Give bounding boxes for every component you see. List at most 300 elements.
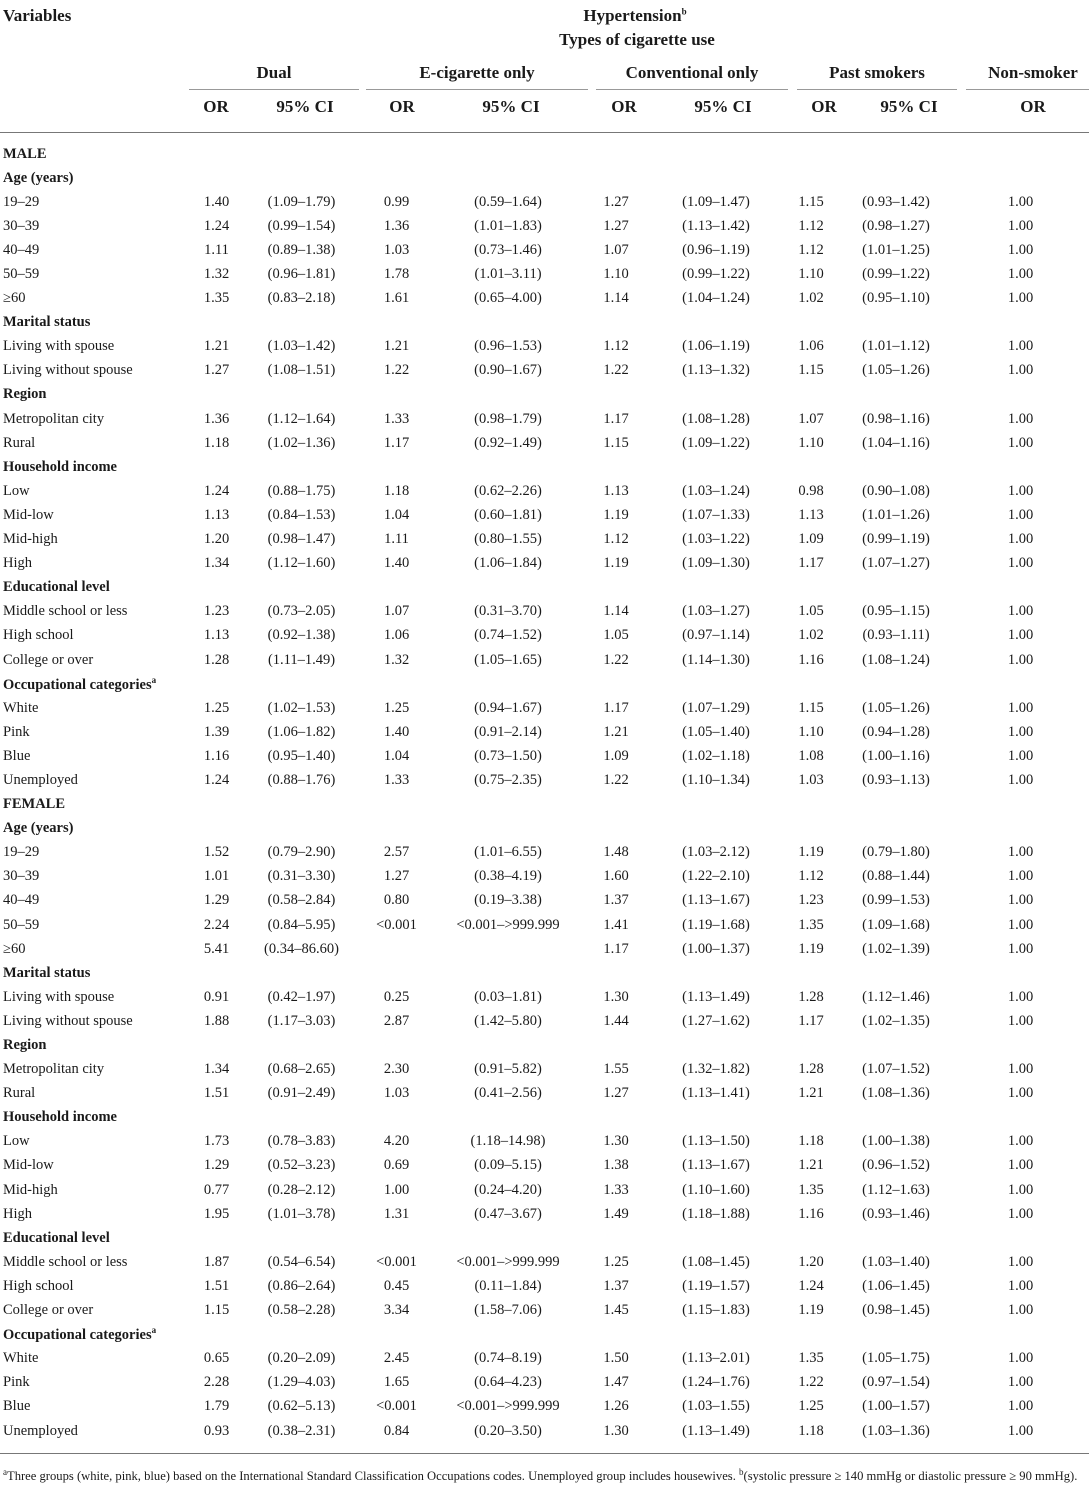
row-label-text: Unemployed [3,771,78,788]
ecig-or-cell [359,817,434,841]
ecig-ci-cell: (0.38–4.19) [474,868,542,885]
conv-or-cell: 1.07 [603,241,629,258]
dual-ci-cell [244,793,359,817]
row-label [0,287,189,311]
nonsmoker-or-cell: 1.00 [1007,892,1034,909]
ecig-or-cell [359,576,434,600]
past-or-cell: 1.02 [798,627,824,644]
dual-or-cell: 1.25 [203,699,230,716]
conv-or-cell [582,672,650,696]
conv-or-cell: 1.27 [603,193,629,210]
conv-ci-cell: (1.03–1.55) [682,1398,750,1415]
dual-or-cell: 1.88 [203,1012,230,1029]
nonsmoker-or-cell: 1.00 [1007,1181,1034,1198]
row-label [0,1130,189,1154]
nonsmoker-or-cell [952,672,1089,696]
row-label-text: 19–29 [3,844,40,861]
footnote-a-text: Three groups (white, pink, blue) based on the International Standard Classification Occupations codes. Unemployed group includes housewives. [7,1469,740,1484]
ecig-ci-cell: (0.09–5.15) [474,1157,542,1174]
group-dual: Dual [256,63,292,82]
past-or-cell: 1.17 [798,1012,824,1029]
dual-ci-cell: (1.02–1.36) [267,434,336,451]
dual-or-cell: 1.24 [203,482,230,499]
conv-ci-cell: (1.06–1.19) [682,338,750,355]
section-label [0,576,189,600]
row-label-text: White [3,699,39,716]
row-label [0,214,189,238]
row-label [0,262,189,286]
row-label [0,190,189,214]
past-or-cell [782,817,840,841]
ecig-ci-cell: (0.98–1.79) [474,410,542,427]
ecig-ci-cell: (0.31–3.70) [474,603,542,620]
ecig-or-cell [359,1106,434,1130]
dual-or-cell: 1.24 [203,217,230,234]
ecig-or-cell: 1.07 [383,603,410,620]
ecig-ci-cell: (0.65–4.00) [474,290,542,307]
conv-ci-cell: (1.19–1.68) [682,916,750,933]
row-label [0,1178,189,1202]
past-or-cell: 1.12 [798,241,824,258]
conv-ci-cell: (1.08–1.28) [682,410,750,427]
past-ci-cell: (1.05–1.26) [862,699,930,716]
dual-ci-cell: (0.96–1.81) [267,266,336,283]
row-label-text: High school [3,1277,74,1294]
section-label [0,383,189,407]
past-or-cell: 1.05 [798,603,824,620]
past-ci-cell: (1.07–1.27) [862,555,930,572]
table-row [0,768,1089,792]
nonsmoker-or-cell: 1.00 [1007,651,1034,668]
table-row [0,1274,1089,1298]
row-label [0,865,189,889]
dual-or-cell: 1.11 [204,241,229,258]
past-or-cell [782,1323,840,1347]
dual-ci-cell: (1.01–3.78) [267,1205,336,1222]
nonsmoker-or-cell: 1.00 [1007,1157,1034,1174]
past-ci-cell [840,311,952,335]
group-past-smokers: Past smokers [829,63,925,82]
table-body [0,142,1089,1443]
past-ci-cell: (1.08–1.24) [862,651,930,668]
footnote-a-mark: a [3,1467,7,1477]
group-conventional: Conventional only [625,63,759,82]
nonsmoker-or-cell: 1.00 [1007,940,1034,957]
ecig-ci-cell: (1.18–14.98) [470,1133,546,1150]
past-ci-cell: (1.05–1.26) [862,362,930,379]
rule-conventional [596,89,788,90]
past-or-cell [782,166,840,190]
row-label-text: Pink [3,1374,30,1391]
section-label [0,961,189,985]
row-label [0,359,189,383]
conv-ci-cell: (1.09–1.22) [682,434,750,451]
conv-ci-cell: (1.07–1.33) [682,506,750,523]
dual-ci-cell: (0.95–1.40) [267,747,336,764]
row-label-text: Region [3,386,47,403]
conv-ci-cell: (1.10–1.60) [682,1181,750,1198]
row-label-text: 50–59 [3,266,40,283]
ecig-ci-cell [434,142,582,166]
conv-or-cell: 1.22 [603,362,629,379]
dual-or-cell [189,793,244,817]
ecig-or-cell: 2.45 [383,1350,410,1367]
row-label-text: Age (years) [3,820,74,837]
dual-or-cell: 1.27 [203,362,230,379]
dual-or-cell: 1.51 [203,1277,230,1294]
past-ci-cell: (0.95–1.10) [862,290,930,307]
conv-ci-cell: (1.03–1.27) [682,603,750,620]
conv-or-cell [582,961,650,985]
past-ci-cell [840,1106,952,1130]
past-ci-cell [840,455,952,479]
row-label-text: High [3,555,32,572]
row-label [0,1250,189,1274]
ecig-or-cell: <0.001 [376,1253,417,1270]
ecig-ci-cell: (1.01–3.11) [474,266,542,283]
ecig-ci-cell: (0.73–1.46) [474,241,542,258]
ecig-or-cell: 0.25 [383,988,410,1005]
past-or-cell: 1.10 [798,266,824,283]
conv-or-cell [582,166,650,190]
row-label-text: Middle school or less [3,1253,128,1270]
odds-ratio-table [0,142,1089,1443]
dual-ci-cell: (0.92–1.38) [267,627,336,644]
rule-non [966,89,1089,90]
conv-or-cell: 1.26 [603,1398,629,1415]
ecig-or-cell: <0.001 [376,916,417,933]
rule-dual [189,89,359,90]
conv-ci-cell [650,672,782,696]
ecig-ci-cell: (0.75–2.35) [474,771,542,788]
row-label [0,841,189,865]
past-or-cell: 1.16 [798,1205,824,1222]
past-or-cell [782,672,840,696]
conv-or-cell: 1.47 [603,1374,629,1391]
row-label [0,552,189,576]
or-label: OR [389,97,415,116]
footnote [3,1463,1086,1485]
table-subtitle: Types of cigarette use [559,30,715,49]
row-label-text: High school [3,627,74,644]
conv-ci-cell [650,1323,782,1347]
dual-or-cell [189,166,244,190]
table-bottom-rule [0,1453,1089,1454]
dual-ci-cell [244,1106,359,1130]
row-label-text: 30–39 [3,217,40,234]
ecig-or-cell: 1.27 [383,868,410,885]
nonsmoker-or-cell: 1.00 [1007,1061,1034,1078]
conv-or-cell [582,142,650,166]
past-or-cell: 1.19 [798,940,824,957]
rule-past [797,89,957,90]
past-or-cell: 1.15 [798,193,824,210]
conv-or-cell: 1.50 [603,1350,629,1367]
section-label [0,142,189,166]
dual-or-cell [189,455,244,479]
conv-or-cell [582,311,650,335]
dual-ci-cell: (0.84–1.53) [267,506,336,523]
ecig-ci-cell: (0.20–3.50) [474,1422,542,1439]
ecig-or-cell [359,1033,434,1057]
nonsmoker-or-cell: 1.00 [1007,531,1034,548]
dual-or-cell: 1.35 [203,290,230,307]
conv-or-cell: 1.55 [603,1061,629,1078]
conv-or-cell: 1.17 [603,699,629,716]
past-ci-cell: (0.99–1.53) [862,892,930,909]
ecig-or-cell [359,672,434,696]
conv-or-cell: 1.17 [603,940,629,957]
dual-ci-cell [244,1033,359,1057]
row-label [0,913,189,937]
dual-or-cell [189,142,244,166]
section-label [0,1323,189,1347]
conv-ci-cell: (1.22–2.10) [682,868,750,885]
row-label-text: Mid-high [3,1181,58,1198]
ecig-or-cell [359,1226,434,1250]
ecig-ci-cell: (0.91–2.14) [474,723,542,740]
conv-ci-cell: (1.19–1.57) [682,1277,750,1294]
ecig-ci-cell: (0.11–1.84) [474,1277,542,1294]
table-row [0,600,1089,624]
ecig-ci-cell: (1.06–1.84) [474,555,542,572]
conv-or-cell: 1.30 [603,1133,629,1150]
past-or-cell: 1.15 [798,362,824,379]
dual-or-cell: 0.91 [203,988,230,1005]
past-ci-cell: (1.00–1.38) [862,1133,930,1150]
nonsmoker-or-cell: 1.00 [1007,1253,1034,1270]
ecig-or-cell [359,383,434,407]
dual-ci-cell [244,961,359,985]
dual-or-cell [189,817,244,841]
row-label-text: Educational level [3,579,110,596]
conv-ci-cell: (1.10–1.34) [682,771,750,788]
header-bottom-rule [0,132,1089,133]
past-ci-cell [840,1033,952,1057]
row-label [0,1009,189,1033]
row-label [0,503,189,527]
past-ci-cell: (0.88–1.44) [862,868,930,885]
ecig-or-cell: 2.57 [383,844,410,861]
row-label-text: Low [3,482,30,499]
section-label [0,166,189,190]
dual-or-cell: 0.77 [203,1181,230,1198]
dual-or-cell: 1.79 [203,1398,230,1415]
section-label [0,1033,189,1057]
past-or-cell: 1.21 [798,1085,824,1102]
dual-ci-cell: (0.58–2.28) [267,1302,336,1319]
nonsmoker-or-cell: 1.00 [1007,771,1034,788]
ecig-ci-cell: (0.73–1.50) [474,747,542,764]
ecig-ci-cell: (0.80–1.55) [474,531,542,548]
ecig-or-cell: <0.001 [376,1398,417,1415]
ecig-or-cell: 1.40 [383,723,410,740]
table-row [0,1250,1089,1274]
past-or-cell: 1.16 [798,651,824,668]
row-label-text: 19–29 [3,193,40,210]
nonsmoker-or-cell: 1.00 [1007,916,1034,933]
row-label-text: Middle school or less [3,603,128,620]
ecig-ci-cell: (1.42–5.80) [474,1012,542,1029]
conv-or-cell: 1.30 [603,988,629,1005]
nonsmoker-or-cell: 1.00 [1007,290,1034,307]
conv-ci-cell: (1.02–1.18) [682,747,750,764]
nonsmoker-or-cell: 1.00 [1007,1205,1034,1222]
row-label-text: Mid-low [3,1157,54,1174]
row-label [0,1202,189,1226]
past-or-cell: 1.35 [798,1350,824,1367]
table-row [0,335,1089,359]
row-label-text: Occupational categories [3,676,152,693]
ecig-ci-cell [434,1323,582,1347]
dual-ci-cell: (1.17–3.03) [267,1012,336,1029]
conv-or-cell: 1.09 [603,747,629,764]
nonsmoker-or-cell [952,1226,1089,1250]
conv-or-cell [582,383,650,407]
ecig-ci-cell: (0.64–4.23) [474,1374,542,1391]
conv-or-cell [582,793,650,817]
past-or-cell: 1.18 [798,1133,824,1150]
row-label [0,528,189,552]
dual-ci-cell: (0.54–6.54) [267,1253,336,1270]
nonsmoker-or-cell: 1.00 [1007,1374,1034,1391]
dual-ci-cell: (0.52–3.23) [267,1157,336,1174]
section-label [0,793,189,817]
nonsmoker-or-cell: 1.00 [1007,434,1034,451]
dual-ci-cell: (0.31–3.30) [267,868,336,885]
past-ci-cell [840,793,952,817]
ecig-ci-cell: (0.19–3.38) [474,892,542,909]
ecig-or-cell: 1.04 [383,506,410,523]
dual-ci-cell: (1.12–1.60) [267,555,336,572]
dual-ci-cell: (0.68–2.65) [267,1061,336,1078]
ecig-or-cell: 1.36 [383,217,410,234]
dual-ci-cell: (0.62–5.13) [267,1398,336,1415]
row-label [0,768,189,792]
past-or-cell: 1.23 [798,892,824,909]
row-label [0,1347,189,1371]
row-label-text: High [3,1205,32,1222]
past-ci-cell [840,961,952,985]
conv-or-cell: 1.30 [603,1422,629,1439]
nonsmoker-or-cell: 1.00 [1007,723,1034,740]
past-or-cell: 1.35 [798,1181,824,1198]
nonsmoker-or-cell: 1.00 [1007,362,1034,379]
section-row [0,1106,1089,1130]
conv-or-cell [582,1226,650,1250]
past-or-cell: 1.08 [798,747,824,764]
past-or-cell [782,961,840,985]
row-label [0,648,189,672]
section-row [0,1323,1089,1347]
past-ci-cell: (1.12–1.63) [862,1181,930,1198]
past-ci-cell: (1.09–1.68) [862,916,930,933]
conv-or-cell: 1.48 [603,844,629,861]
ecig-or-cell: 1.17 [383,434,410,451]
dual-ci-cell [244,455,359,479]
table-row [0,287,1089,311]
ecig-ci-cell: (1.05–1.65) [474,651,542,668]
row-label-text: College or over [3,1302,94,1319]
past-ci-cell: (0.93–1.13) [862,771,930,788]
row-label-text: FEMALE [3,796,66,813]
row-label [0,335,189,359]
dual-or-cell: 1.40 [203,193,230,210]
ecig-or-cell [359,793,434,817]
dual-or-cell: 1.13 [203,627,230,644]
conv-ci-cell: (1.13–1.32) [682,362,750,379]
section-row [0,383,1089,407]
section-row [0,455,1089,479]
table-row [0,744,1089,768]
table-row [0,696,1089,720]
conv-ci-cell: (1.18–1.88) [682,1205,750,1222]
ecig-or-cell: 1.40 [383,555,410,572]
dual-ci-cell: (0.79–2.90) [267,844,336,861]
section-row [0,142,1089,166]
ecig-or-cell: 2.87 [383,1012,410,1029]
past-ci-cell [840,1226,952,1250]
conv-or-cell: 1.37 [603,892,629,909]
footnote-b-text: (systolic pressure ≥ 140 mmHg or diastolic pressure ≥ 90 mmHg). [743,1469,1078,1484]
dual-or-cell: 1.28 [203,651,230,668]
past-ci-cell: (1.01–1.26) [862,506,930,523]
conv-ci-cell: (1.32–1.82) [682,1061,750,1078]
past-ci-cell: (1.00–1.16) [862,747,930,764]
ecig-or-cell: 1.25 [383,699,410,716]
past-or-cell: 1.02 [798,290,824,307]
row-label-text: Living without spouse [3,1012,133,1029]
nonsmoker-or-cell: 1.00 [1007,410,1034,427]
row-label [0,1154,189,1178]
ecig-or-cell [359,142,434,166]
or-label: OR [811,97,837,116]
past-ci-cell: (1.04–1.16) [862,434,930,451]
row-label-text: 40–49 [3,892,40,909]
conv-ci-cell: (1.13–1.50) [682,1133,750,1150]
section-row [0,817,1089,841]
ecig-ci-cell [434,793,582,817]
table-row [0,1082,1089,1106]
dual-ci-cell: (0.84–5.95) [267,916,336,933]
dual-ci-cell [244,383,359,407]
nonsmoker-or-cell: 1.00 [1007,868,1034,885]
conv-ci-cell: (1.13–1.49) [682,988,750,1005]
ecig-or-cell: 1.00 [383,1181,410,1198]
table-row [0,479,1089,503]
row-label [0,624,189,648]
ecig-ci-cell [434,817,582,841]
past-ci-cell: (0.99–1.22) [862,266,930,283]
conv-ci-cell: (1.00–1.37) [682,940,750,957]
section-label [0,311,189,335]
ecig-ci-cell: (0.24–4.20) [474,1181,542,1198]
conv-or-cell: 1.19 [603,555,629,572]
ecig-ci-cell: (0.74–1.52) [474,627,542,644]
or-label: OR [203,97,229,116]
conv-ci-cell: (1.13–2.01) [682,1350,750,1367]
row-label [0,1274,189,1298]
past-or-cell [782,576,840,600]
past-or-cell: 1.20 [798,1253,824,1270]
past-or-cell: 1.10 [798,434,824,451]
nonsmoker-or-cell [952,1033,1089,1057]
conv-or-cell [582,1106,650,1130]
past-ci-cell: (0.97–1.54) [862,1374,930,1391]
table-row [0,503,1089,527]
past-ci-cell [840,142,952,166]
past-ci-cell: (0.90–1.08) [862,482,930,499]
